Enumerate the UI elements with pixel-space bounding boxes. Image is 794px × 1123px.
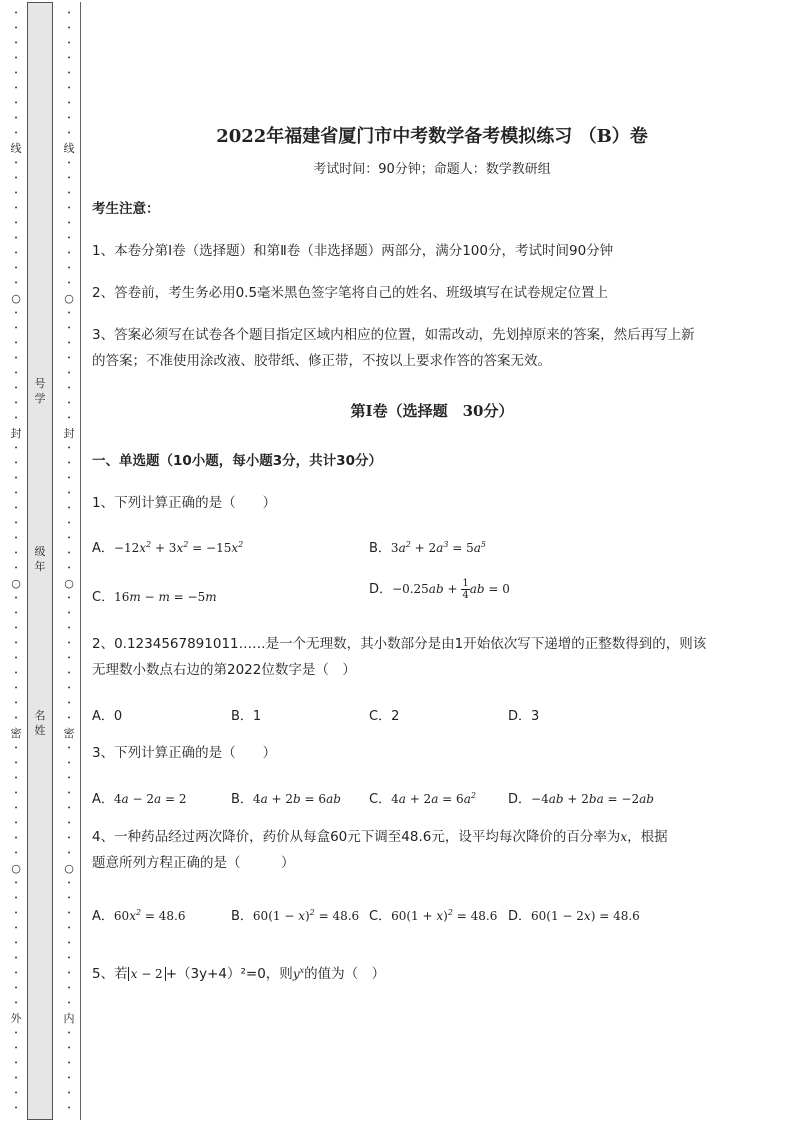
outer-dot: • — [14, 85, 18, 92]
question-4-option-d: D．60(1 − 2x) = 48.6 — [508, 909, 640, 924]
inner-marker: 线 — [63, 142, 75, 155]
outer-dot: • — [14, 115, 18, 122]
outer-circle: ○ — [11, 862, 21, 875]
outer-dot: • — [14, 820, 18, 827]
inner-dot: • — [67, 820, 71, 827]
outer-dot: • — [14, 535, 18, 542]
outer-dot: • — [14, 550, 18, 557]
inner-dot: • — [67, 760, 71, 767]
inner-marker: 密 — [63, 727, 75, 740]
outer-dot: • — [14, 640, 18, 647]
inner-dot: • — [67, 835, 71, 842]
inner-dot: • — [67, 280, 71, 287]
inner-dot: • — [67, 340, 71, 347]
outer-dot: • — [14, 520, 18, 527]
outer-dot: • — [14, 355, 18, 362]
question-3-option-d: D．−4ab + 2ba = −2ab — [508, 792, 654, 807]
inner-dot: • — [67, 940, 71, 947]
outer-dot: • — [14, 880, 18, 887]
question-4-stem-line-2: 题意所列方程正确的是（ ） — [92, 855, 295, 871]
outer-marker: 密 — [10, 727, 22, 740]
inner-dot: • — [67, 1060, 71, 1067]
inner-dot: • — [67, 190, 71, 197]
question-3-option-c: C．$4a + 2a = 6a^2$ — [369, 791, 476, 807]
outer-dot: • — [14, 625, 18, 632]
inner-dot: • — [67, 775, 71, 782]
inner-dot: • — [67, 955, 71, 962]
inner-dot: • — [67, 205, 71, 212]
binding-line — [80, 2, 81, 1120]
inner-dot: • — [67, 475, 71, 482]
question-1-option-d: D．−0.25ab + $\frac{1}{4}$ ab = 0 — [369, 578, 510, 601]
outer-dot: • — [14, 235, 18, 242]
outer-dot: • — [14, 895, 18, 902]
outer-dot: • — [14, 910, 18, 917]
inner-dot: • — [67, 610, 71, 617]
outer-dot: • — [14, 385, 18, 392]
inner-dot: • — [67, 370, 71, 377]
notice-item-2: 2、答卷前，考生务必用0.5毫米黑色签字笔将自己的姓名、班级填写在试卷规定位置上 — [92, 285, 609, 301]
question-1-option-a: A．$-12x^2 + 3x^2 = -15x^2$ — [92, 540, 244, 556]
inner-dot: • — [67, 925, 71, 932]
inner-dot: • — [67, 310, 71, 317]
outer-dot: • — [14, 775, 18, 782]
outer-dot: • — [14, 160, 18, 167]
outer-dot: • — [14, 205, 18, 212]
question-2-stem-line-2: 无理数小数点右边的第2022位数字是（ ） — [92, 662, 356, 678]
outer-dot: • — [14, 490, 18, 497]
inner-dot: • — [67, 40, 71, 47]
outer-dot: • — [14, 400, 18, 407]
inner-dot: • — [67, 85, 71, 92]
inner-dot: • — [67, 655, 71, 662]
inner-dot: • — [67, 625, 71, 632]
outer-dot: • — [14, 325, 18, 332]
outer-circle: ○ — [11, 577, 21, 590]
outer-dot: • — [14, 745, 18, 752]
question-4-option-b: B．$60(1 - x)^2 = 48.6$ — [231, 908, 360, 924]
inner-circle: ○ — [64, 292, 74, 305]
outer-dot: • — [14, 610, 18, 617]
inner-dot: • — [67, 685, 71, 692]
inner-dot-column — [61, 0, 77, 1123]
outer-dot: • — [14, 970, 18, 977]
inner-dot: • — [67, 640, 71, 647]
inner-dot: • — [67, 490, 71, 497]
outer-dot: • — [14, 310, 18, 317]
outer-dot: • — [14, 475, 18, 482]
question-2-stem-line-1: 2、0.1234567891011……是一个无理数，其小数部分是由1开始依次写下递增的正整数得到的，则该 — [92, 636, 707, 652]
outer-dot: • — [14, 175, 18, 182]
question-1-stem: 1、下列计算正确的是（ ） — [92, 495, 277, 511]
inner-dot: • — [67, 115, 71, 122]
outer-dot: • — [14, 445, 18, 452]
outer-dot: • — [14, 460, 18, 467]
part-heading: 一、单选题（10小题，每小题3分，共计30分） — [92, 453, 382, 469]
inner-dot: • — [67, 505, 71, 512]
inner-dot: • — [67, 355, 71, 362]
outer-marker: 外 — [10, 1012, 22, 1025]
inner-dot: • — [67, 235, 71, 242]
outer-dot: • — [14, 565, 18, 572]
outer-dot: • — [14, 1075, 18, 1082]
inner-dot: • — [67, 550, 71, 557]
inner-dot: • — [67, 1075, 71, 1082]
question-3-option-a: A．4a − 2a = 2 — [92, 792, 187, 807]
question-2-option-a: A．0 — [92, 709, 123, 724]
outer-dot: • — [14, 835, 18, 842]
outer-dot: • — [14, 655, 18, 662]
inner-dot: • — [67, 745, 71, 752]
outer-dot: • — [14, 985, 18, 992]
outer-dot: • — [14, 1090, 18, 1097]
outer-marker: 封 — [10, 427, 22, 440]
outer-dot: • — [14, 955, 18, 962]
inner-dot: • — [67, 265, 71, 272]
inner-dot: • — [67, 595, 71, 602]
outer-dot: • — [14, 10, 18, 17]
inner-dot: • — [67, 880, 71, 887]
outer-dot: • — [14, 340, 18, 347]
inner-marker: 封 — [63, 427, 75, 440]
outer-dot: • — [14, 250, 18, 257]
outer-dot: • — [14, 700, 18, 707]
inner-dot: • — [67, 970, 71, 977]
inner-circle: ○ — [64, 577, 74, 590]
outer-dot: • — [14, 505, 18, 512]
outer-dot: • — [14, 130, 18, 137]
inner-dot: • — [67, 10, 71, 17]
outer-dot: • — [14, 220, 18, 227]
outer-dot: • — [14, 670, 18, 677]
outer-dot: • — [14, 25, 18, 32]
inner-dot: • — [67, 160, 71, 167]
inner-dot: • — [67, 805, 71, 812]
outer-circle: ○ — [11, 292, 21, 305]
section-title: 第I卷（选择题 30分） — [350, 402, 514, 420]
outer-dot: • — [14, 280, 18, 287]
field-label-name: 名 姓 — [34, 709, 46, 737]
question-2-option-c: C．2 — [369, 709, 400, 724]
inner-dot: • — [67, 55, 71, 62]
inner-dot: • — [67, 985, 71, 992]
outer-dot: • — [14, 685, 18, 692]
exam-title: 2022年福建省厦门市中考数学备考模拟练习 （B）卷 — [216, 126, 648, 147]
inner-dot: • — [67, 25, 71, 32]
outer-marker: 线 — [10, 142, 22, 155]
inner-dot: • — [67, 400, 71, 407]
inner-dot: • — [67, 130, 71, 137]
inner-dot: • — [67, 520, 71, 527]
outer-dot: • — [14, 925, 18, 932]
field-label-student-number: 号 学 — [34, 377, 46, 405]
outer-dot: • — [14, 415, 18, 422]
question-1-option-c: C．16m − m = −5m — [92, 590, 217, 605]
inner-dot: • — [67, 895, 71, 902]
inner-dot: • — [67, 670, 71, 677]
outer-dot: • — [14, 55, 18, 62]
outer-dot: • — [14, 40, 18, 47]
inner-dot: • — [67, 100, 71, 107]
inner-dot: • — [67, 325, 71, 332]
outer-dot: • — [14, 1030, 18, 1037]
inner-dot: • — [67, 220, 71, 227]
inner-dot: • — [67, 535, 71, 542]
outer-dot: • — [14, 100, 18, 107]
notice-heading: 考生注意： — [92, 201, 160, 217]
inner-dot: • — [67, 1030, 71, 1037]
outer-dot: • — [14, 1105, 18, 1112]
question-4-option-c: C．$60(1 + x)^2 = 48.6$ — [369, 908, 498, 924]
question-3-stem: 3、下列计算正确的是（ ） — [92, 745, 277, 761]
outer-dot: • — [14, 70, 18, 77]
inner-dot: • — [67, 1105, 71, 1112]
question-5-stem: 5、若 x − 2 +（3y+4）²=0，则$y^x$的值为（ ） — [92, 966, 386, 982]
question-4-stem-line-1: 4、一种药品经过两次降价，药价从每盒60元下调至48.6元，设平均每次降价的百分率为x，根据 — [92, 829, 668, 845]
inner-dot: • — [67, 790, 71, 797]
outer-dot: • — [14, 265, 18, 272]
notice-item-1: 1、本卷分第I卷（选择题）和第Ⅱ卷（非选择题）两部分，满分100分，考试时间90分钟 — [92, 243, 614, 259]
outer-dot: • — [14, 595, 18, 602]
question-2-option-d: D．3 — [508, 709, 540, 724]
notice-item-3: 3、答案必须写在试卷各个题目指定区域内相应的位置，如需改动，先划掉原来的答案，然后再写上新 — [92, 327, 695, 343]
field-label-grade: 级 年 — [34, 545, 46, 573]
inner-dot: • — [67, 385, 71, 392]
inner-dot: • — [67, 565, 71, 572]
outer-dot: • — [14, 940, 18, 947]
inner-dot: • — [67, 700, 71, 707]
inner-dot: • — [67, 715, 71, 722]
outer-dot: • — [14, 790, 18, 797]
outer-dot: • — [14, 1045, 18, 1052]
inner-circle: ○ — [64, 862, 74, 875]
inner-dot: • — [67, 850, 71, 857]
inner-dot: • — [67, 250, 71, 257]
inner-dot: • — [67, 1045, 71, 1052]
inner-dot: • — [67, 460, 71, 467]
notice-item-3-cont: 的答案；不准使用涂改液、胶带纸、修正带，不按以上要求作答的答案无效。 — [92, 353, 551, 369]
outer-dot: • — [14, 1000, 18, 1007]
inner-dot: • — [67, 1090, 71, 1097]
outer-dot: • — [14, 760, 18, 767]
question-1-option-b: B．$3a^2 + 2a^3 = 5a^5$ — [369, 540, 486, 556]
question-2-option-b: B．1 — [231, 709, 262, 724]
outer-dot-column — [8, 0, 24, 1123]
outer-dot: • — [14, 1060, 18, 1067]
inner-dot: • — [67, 445, 71, 452]
outer-dot: • — [14, 370, 18, 377]
outer-dot: • — [14, 850, 18, 857]
inner-marker: 内 — [63, 1012, 75, 1025]
inner-dot: • — [67, 415, 71, 422]
question-4-option-a: A．$60x^2 = 48.6$ — [92, 908, 186, 924]
outer-dot: • — [14, 715, 18, 722]
inner-dot: • — [67, 175, 71, 182]
inner-dot: • — [67, 910, 71, 917]
inner-dot: • — [67, 70, 71, 77]
outer-dot: • — [14, 190, 18, 197]
outer-dot: • — [14, 805, 18, 812]
question-3-option-b: B．4a + 2b = 6ab — [231, 792, 341, 807]
exam-subtitle: 考试时间：90分钟；命题人：数学教研组 — [313, 162, 551, 177]
inner-dot: • — [67, 1000, 71, 1007]
